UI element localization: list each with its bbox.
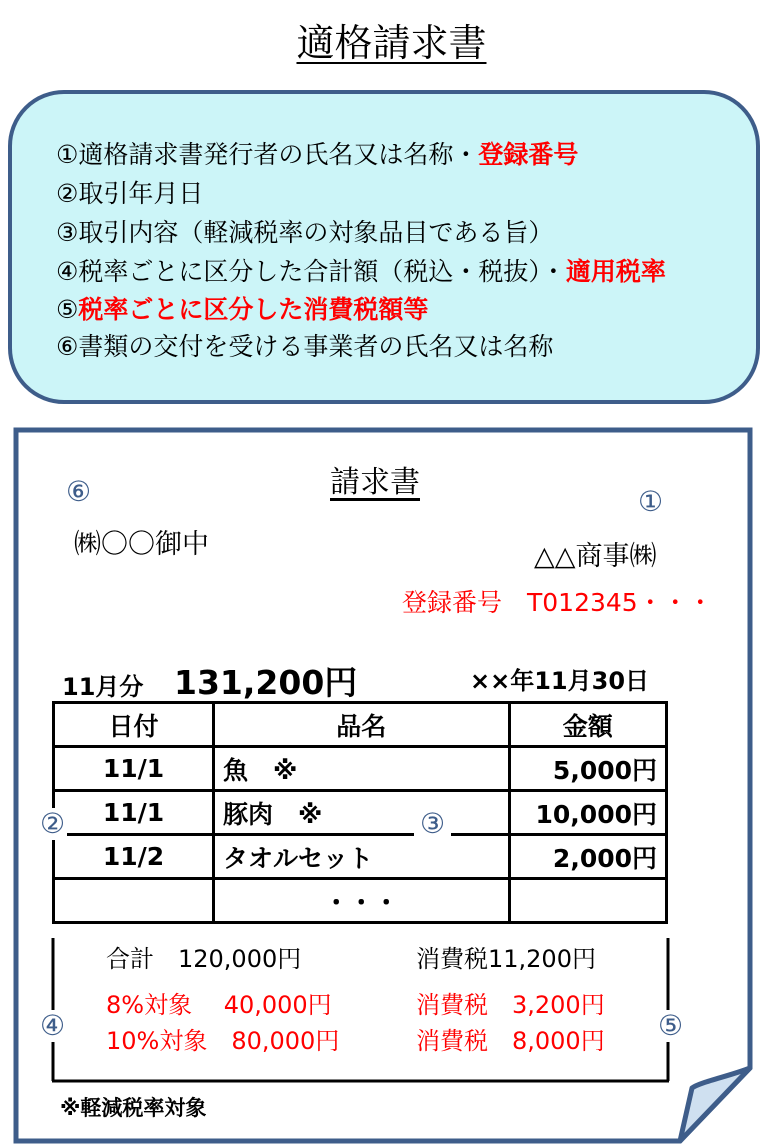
period-label: 11月分 <box>62 673 144 701</box>
subtotal: 合計 120,000円 <box>106 945 302 973</box>
table-header-row <box>54 703 667 747</box>
column-header-date: 日付 <box>54 703 214 747</box>
table-row <box>54 835 667 879</box>
column-header-amount: 金額 <box>509 703 667 747</box>
page-title: 適格請求書 <box>296 21 487 65</box>
marker-4: ④ <box>40 1009 66 1042</box>
marker-5: ⑤ <box>658 1009 684 1042</box>
total-amount: 131,200円 <box>174 663 358 702</box>
requirement-4-highlight: 適用税率 <box>565 257 666 286</box>
row-amount <box>509 879 667 923</box>
row-name: 魚 ※ <box>214 747 510 791</box>
row-name: タオルセット <box>214 835 510 879</box>
table-row <box>54 879 667 923</box>
row-name: 豚肉 ※ <box>214 791 510 835</box>
footnote: ※軽減税率対象 <box>60 1096 207 1120</box>
tax-total: 消費税11,200円 <box>416 945 596 973</box>
recipient-name: ㈱〇〇御中 <box>74 529 209 560</box>
invoice-date: ××年11月30日 <box>470 667 650 695</box>
column-header-name: 品名 <box>214 703 510 747</box>
row-date: 11/1 <box>54 791 214 835</box>
requirement-2-text: ②取引年月日 <box>56 179 204 208</box>
requirement-1-highlight: 登録番号 <box>478 140 579 169</box>
registration-number: 登録番号 T012345・・・ <box>402 588 713 617</box>
table-row <box>54 791 667 835</box>
row-amount: 10,000円 <box>509 791 667 835</box>
rate8-amount: 8%対象 40,000円 <box>106 991 332 1019</box>
requirement-4-text: ④税率ごとに区分した合計額（税込・税抜）・ <box>56 257 566 286</box>
marker-3: ③ <box>414 808 451 840</box>
row-date: 11/2 <box>54 835 214 879</box>
marker-6: ⑥ <box>66 475 92 508</box>
requirement-5-text: ⑤ <box>56 295 79 324</box>
row-date <box>54 879 214 923</box>
requirement-1-text: ①適格請求書発行者の氏名又は名称・ <box>56 140 479 169</box>
rate8-tax: 消費税 3,200円 <box>416 991 605 1019</box>
row-name: ・・・ <box>214 879 510 923</box>
requirement-6-text: ⑥書類の交付を受ける事業者の氏名又は名称 <box>56 332 554 361</box>
issuer-name: △△商事㈱ <box>534 541 657 572</box>
marker-1: ① <box>638 485 664 518</box>
row-date: 11/1 <box>54 747 214 791</box>
rate10-amount: 10%対象 80,000円 <box>106 1027 340 1055</box>
row-amount: 2,000円 <box>509 835 667 879</box>
items-table <box>52 701 668 924</box>
requirement-5-highlight: 税率ごとに区分した消費税額等 <box>78 295 429 324</box>
marker-2: ② <box>40 807 66 840</box>
invoice-title: 請求書 <box>330 465 420 500</box>
requirement-3-text: ③取引内容（軽減税率の対象品目である旨） <box>56 218 554 247</box>
table-row <box>54 747 667 791</box>
row-amount: 5,000円 <box>509 747 667 791</box>
rate10-tax: 消費税 8,000円 <box>416 1027 605 1055</box>
